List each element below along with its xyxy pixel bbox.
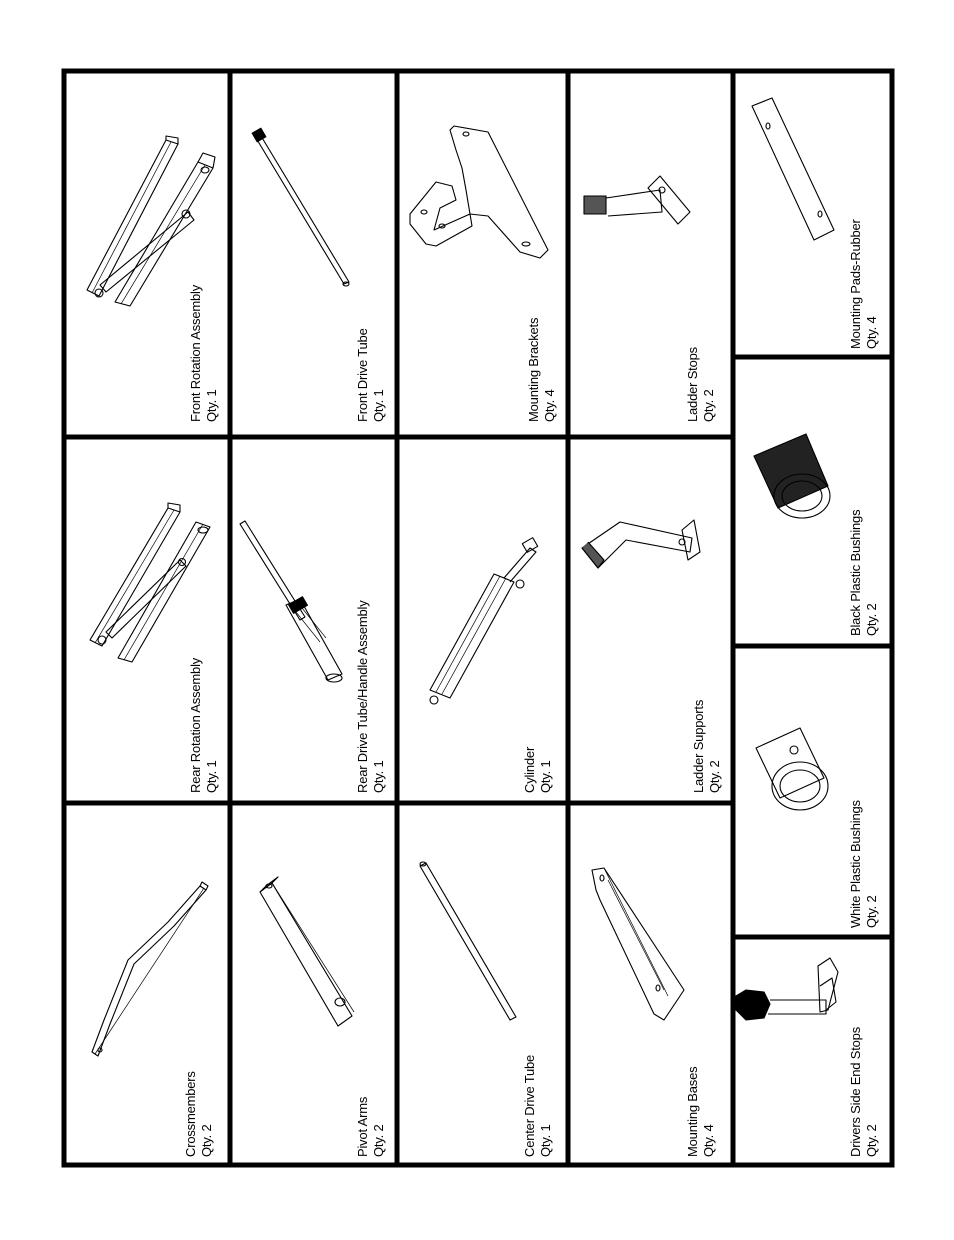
label-drivers-side-end-stops: Drivers Side End Stops Qty. 2 bbox=[848, 1027, 879, 1157]
label-rear-drive-tube-handle-assembly: Rear Drive Tube/Handle Assembly Qty. 1 bbox=[355, 600, 386, 793]
label-crossmembers: Crossmembers Qty. 2 bbox=[183, 1071, 214, 1157]
label-mounting-pads-rubber: Mounting Pads-Rubber Qty. 4 bbox=[848, 219, 879, 349]
label-rear-rotation-assembly: Rear Rotation Assembly Qty. 1 bbox=[188, 657, 219, 793]
label-cylinder: Cylinder Qty. 1 bbox=[522, 746, 553, 793]
label-ladder-stops: Ladder Stops Qty. 2 bbox=[685, 347, 716, 422]
pivot-arms-drawing bbox=[260, 877, 354, 1026]
rear-drive-tube-handle-drawing bbox=[240, 521, 342, 682]
label-front-rotation-assembly: Front Rotation Assembly Qty. 1 bbox=[188, 284, 219, 422]
mounting-brackets-drawing bbox=[410, 126, 548, 258]
white-plastic-bushings-drawing bbox=[756, 728, 828, 810]
mounting-bases-drawing bbox=[592, 868, 684, 1020]
front-drive-tube-drawing bbox=[252, 128, 349, 286]
cylinder-drawing bbox=[430, 538, 538, 704]
label-ladder-supports: Ladder Supports Qty. 2 bbox=[691, 699, 722, 793]
center-drive-tube-drawing bbox=[420, 862, 516, 1020]
label-black-plastic-bushings: Black Plastic Bushings Qty. 2 bbox=[848, 509, 879, 636]
mounting-pads-rubber-drawing bbox=[752, 98, 834, 240]
label-pivot-arms: Pivot Arms Qty. 2 bbox=[355, 1096, 386, 1157]
front-rotation-assembly-drawing bbox=[87, 136, 215, 306]
ladder-stops-drawing bbox=[584, 176, 690, 224]
label-front-drive-tube: Front Drive Tube Qty. 1 bbox=[355, 328, 386, 422]
ladder-supports-drawing bbox=[582, 520, 700, 568]
black-plastic-bushings-drawing bbox=[754, 434, 830, 518]
rear-rotation-assembly-drawing bbox=[90, 503, 210, 662]
label-mounting-bases: Mounting Bases Qty. 4 bbox=[685, 1066, 716, 1157]
label-mounting-brackets: Mounting Brackets Qty. 4 bbox=[526, 317, 557, 422]
label-center-drive-tube: Center Drive Tube Qty. 1 bbox=[522, 1054, 553, 1157]
crossmembers-drawing bbox=[92, 882, 208, 1056]
drivers-side-end-stops-drawing bbox=[736, 958, 838, 1020]
label-white-plastic-bushings: White Plastic Bushings Qty. 2 bbox=[848, 800, 879, 928]
